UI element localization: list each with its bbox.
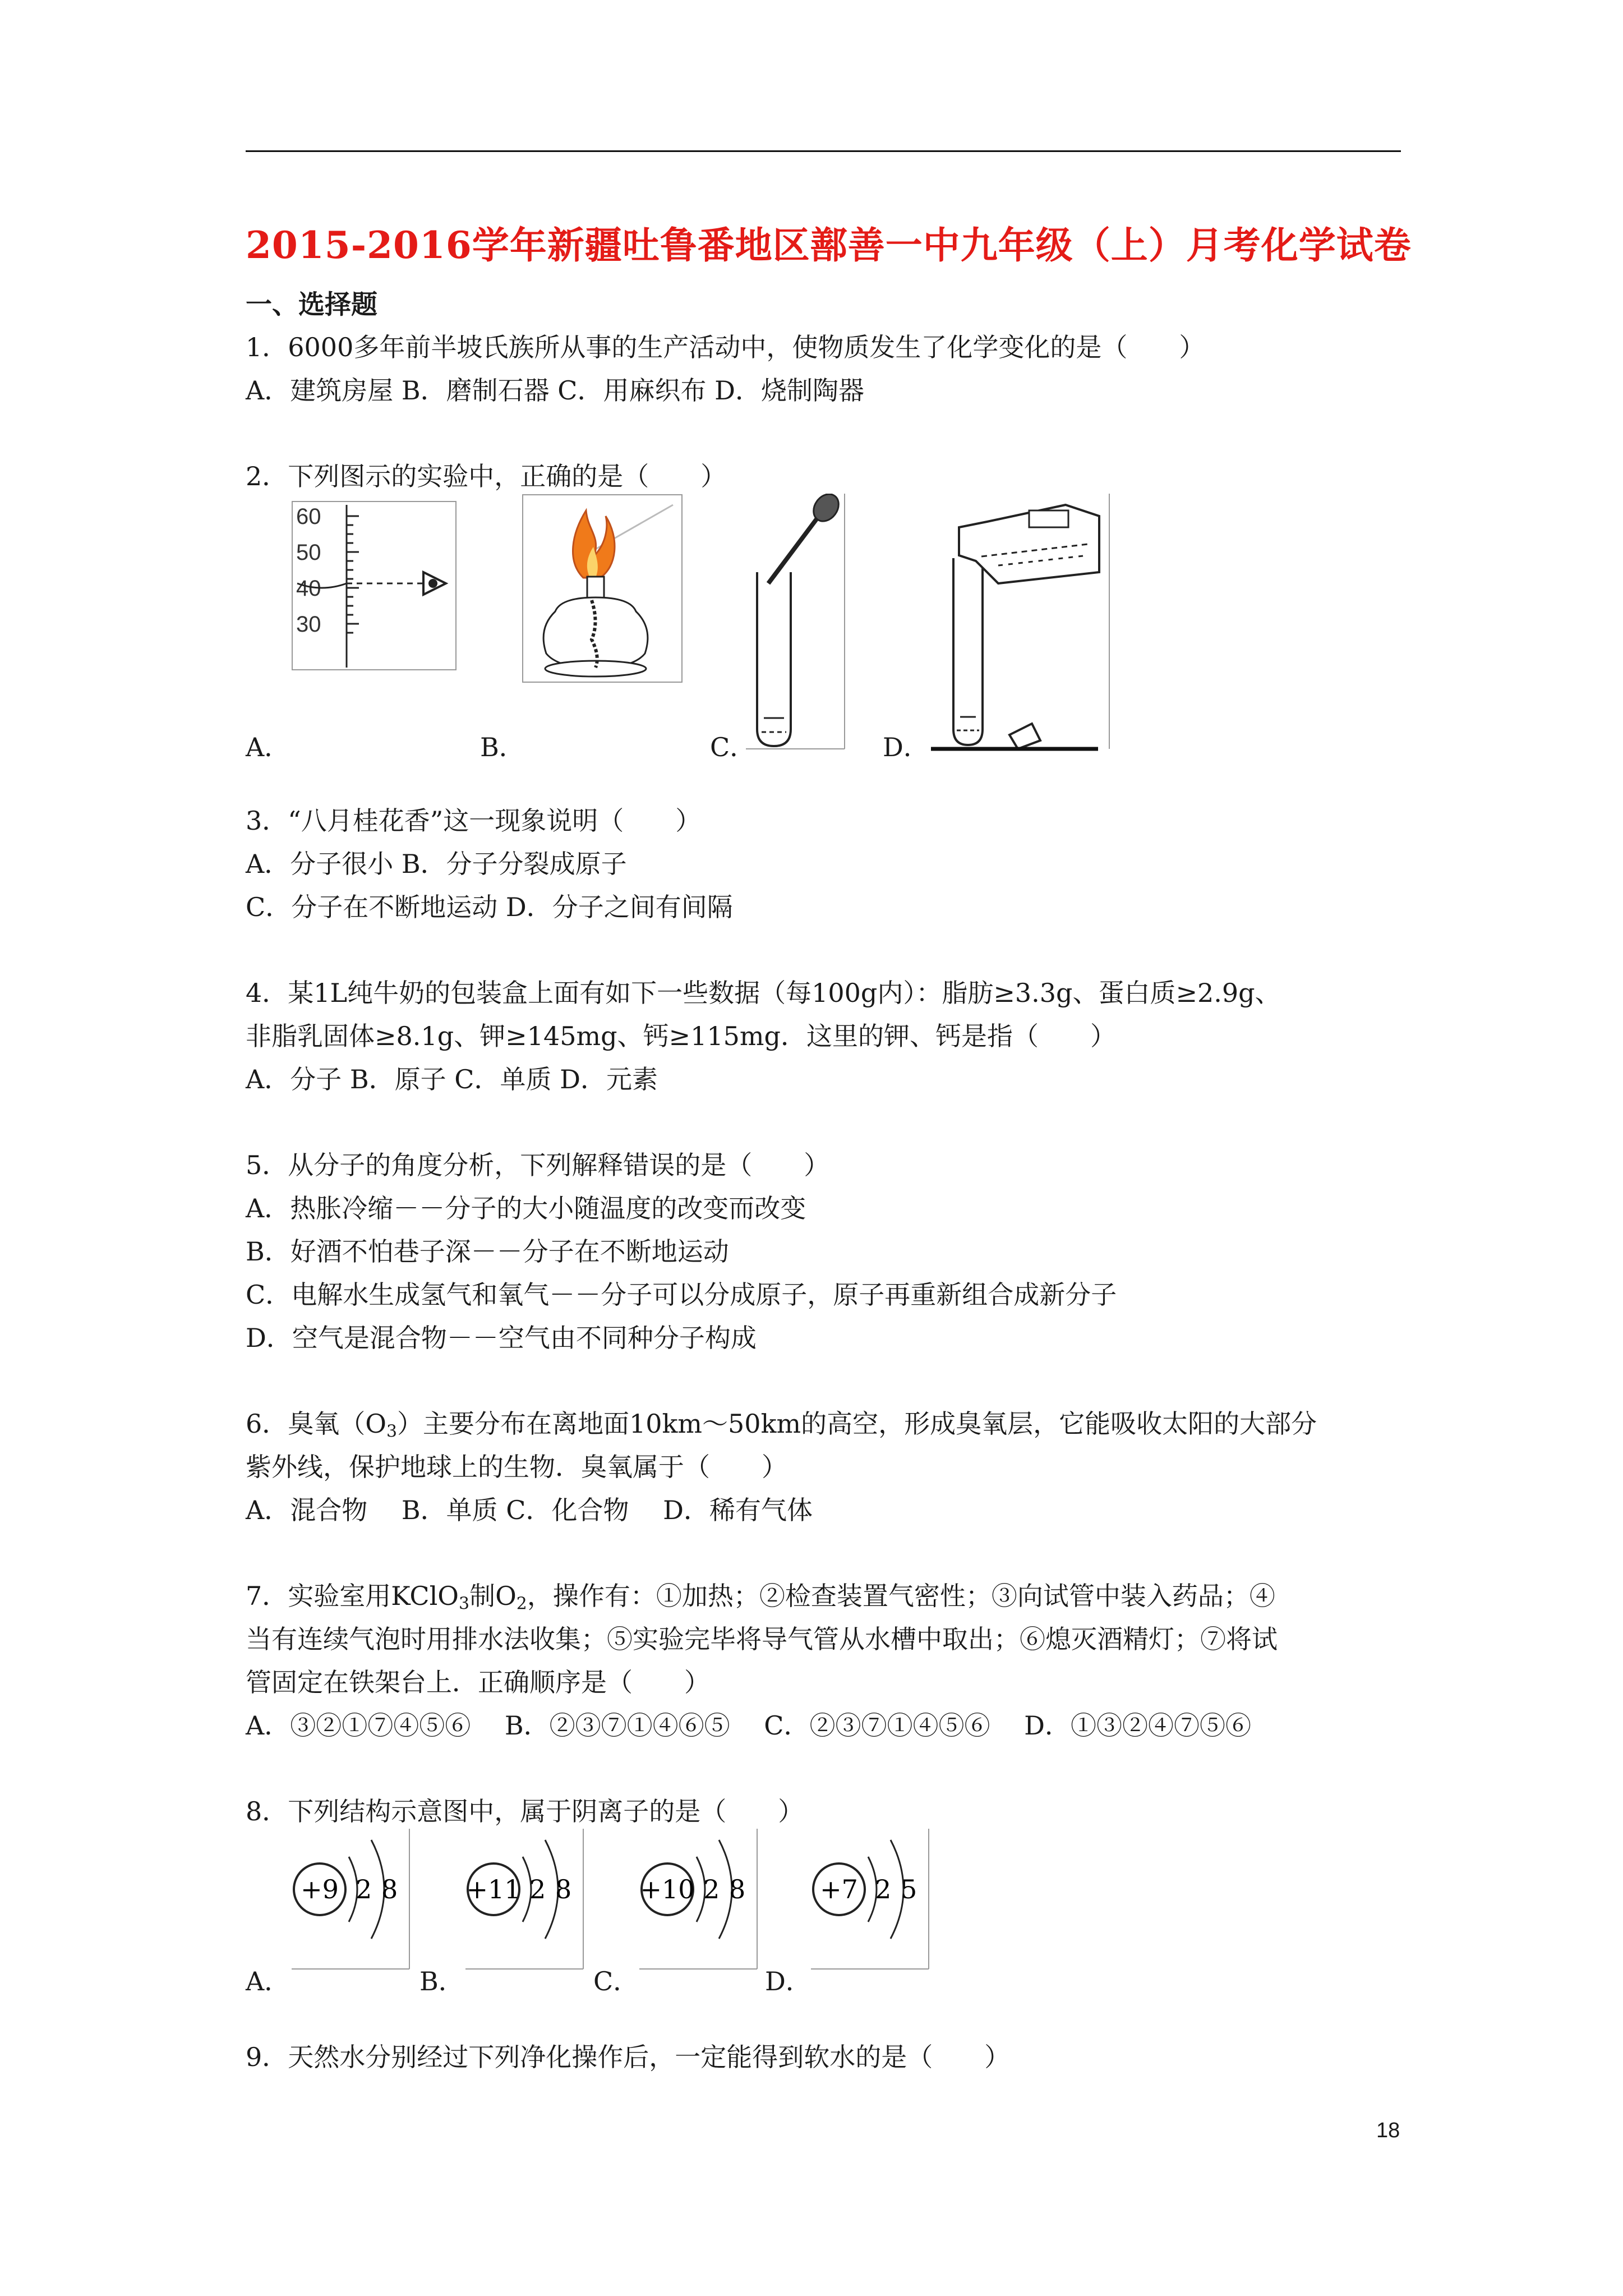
q7-line-2: 当有连续气泡时用排水法收集；⑤实验完毕将导气管从水槽中取出；⑥熄灭酒精灯；⑦将试 xyxy=(246,1624,1278,1654)
q5-option-a: A．热胀冷缩－－分子的大小随温度的改变而改变 xyxy=(246,1193,806,1223)
page-title: 2015-2016学年新疆吐鲁番地区鄯善一中九年级（上）月考化学试卷 xyxy=(246,223,1412,267)
cylinder-tick-40: 40 xyxy=(296,576,321,601)
electrons-shell-1: 2 xyxy=(703,1874,720,1904)
q5-option-c: C．电解水生成氢气和氧气－－分子可以分成原子，原子再重新组合成新分子 xyxy=(246,1280,1117,1310)
cylinder-tick-60: 60 xyxy=(296,504,321,529)
electrons-shell-2: 8 xyxy=(381,1874,398,1904)
q2-label-d: D． xyxy=(883,732,929,762)
q2-stem: 2．下列图示的实验中，正确的是（ ） xyxy=(246,461,727,491)
q6-line-2: 紫外线，保护地球上的生物．臭氧属于（ ） xyxy=(246,1452,787,1482)
q9-stem: 9．天然水分别经过下列净化操作后，一定能得到软水的是（ ） xyxy=(246,2042,1011,2072)
q7-options: A．③②①⑦④⑤⑥ B．②③⑦①④⑥⑤ C．②③⑦①④⑤⑥ D．①③②④⑦⑤⑥ xyxy=(246,1710,1251,1741)
q4-line-2: 非脂乳固体≥8.1g、钾≥145mg、钙≥115mg．这里的钾、钙是指（ ） xyxy=(246,1021,1116,1051)
cylinder-tick-50: 50 xyxy=(296,540,321,565)
atom-diagram-a xyxy=(286,1829,415,1975)
electrons-shell-2: 8 xyxy=(729,1874,746,1904)
q5-option-b: B．好酒不怕巷子深－－分子在不断地运动 xyxy=(246,1236,729,1267)
q3-options-1: A．分子很小 B．分子分裂成原子 xyxy=(246,849,627,879)
cylinder-tick-30: 30 xyxy=(296,612,321,637)
atom-diagram-c xyxy=(634,1829,763,1975)
electrons-shell-1: 2 xyxy=(529,1874,546,1904)
nucleus-charge: +11 xyxy=(466,1874,521,1904)
electrons-shell-2: 5 xyxy=(901,1874,917,1904)
atom-diagram-b xyxy=(460,1829,589,1975)
q7-line-1: 7．实验室用KClO$_3$制$O_2$，操作有：①加热；②检查装置气密性；③向试管中装入药品；④ xyxy=(246,1581,1275,1614)
nucleus-charge: +10 xyxy=(640,1874,695,1904)
q2-label-a: A． xyxy=(246,732,291,762)
q3-stem: 3．“八月桂花香”这一现象说明（ ） xyxy=(246,806,702,836)
q5-stem: 5．从分子的角度分析，下列解释错误的是（ ） xyxy=(246,1150,830,1180)
q4-line-1: 4．某1L纯牛奶的包装盒上面有如下一些数据（每100g内）：脂肪≥3.3g、蛋白质≥2.9g、 xyxy=(246,978,1281,1008)
atom-diagram-d xyxy=(805,1829,934,1975)
q5-option-d: D．空气是混合物－－空气由不同种分子构成 xyxy=(246,1323,757,1353)
electrons-shell-1: 2 xyxy=(356,1874,372,1904)
figure-alcohol-lamp xyxy=(522,494,684,684)
q8-label-b: B． xyxy=(419,1966,464,1996)
q6-options: A．混合物 B．单质 C．化合物 D．稀有气体 xyxy=(246,1495,813,1525)
q8-stem: 8．下列结构示意图中，属于阴离子的是（ ） xyxy=(246,1796,804,1826)
electrons-shell-1: 2 xyxy=(875,1874,892,1904)
q8-label-d: D． xyxy=(765,1966,811,1996)
header-rule xyxy=(246,150,1401,152)
q1-stem: 1．6000多年前半坡氏族所从事的生产活动中，使物质发生了化学变化的是（ ） xyxy=(246,332,1205,362)
q2-label-c: C． xyxy=(710,732,756,762)
figure-cylinder-reading xyxy=(292,499,460,673)
q7-line-3: 管固定在铁架台上．正确顺序是（ ） xyxy=(246,1667,710,1697)
q8-label-a: A． xyxy=(246,1966,291,1996)
q4-options: A．分子 B．原子 C．单质 D．元素 xyxy=(246,1064,658,1094)
q3-options-2: C．分子在不断地运动 D．分子之间有间隔 xyxy=(246,892,733,922)
section-heading: 一、选择题 xyxy=(246,289,377,320)
nucleus-charge: +9 xyxy=(301,1874,339,1904)
page-number: 18 xyxy=(1376,2119,1400,2142)
figure-pouring-liquid xyxy=(920,494,1110,752)
electrons-shell-2: 8 xyxy=(555,1874,572,1904)
q2-label-b: B． xyxy=(480,732,525,762)
q6-line-1: 6．臭氧$(O_3)$主要分布在离地面10km～50km的高空，形成臭氧层，它能吸收太阳的大部分 xyxy=(246,1409,1317,1442)
figure-dropper-test-tube xyxy=(746,494,847,752)
nucleus-charge: +7 xyxy=(820,1874,858,1904)
q8-label-c: C． xyxy=(593,1966,639,1996)
q1-options: A．建筑房屋 B．磨制石器 C．用麻织布 D．烧制陶器 xyxy=(246,375,864,406)
